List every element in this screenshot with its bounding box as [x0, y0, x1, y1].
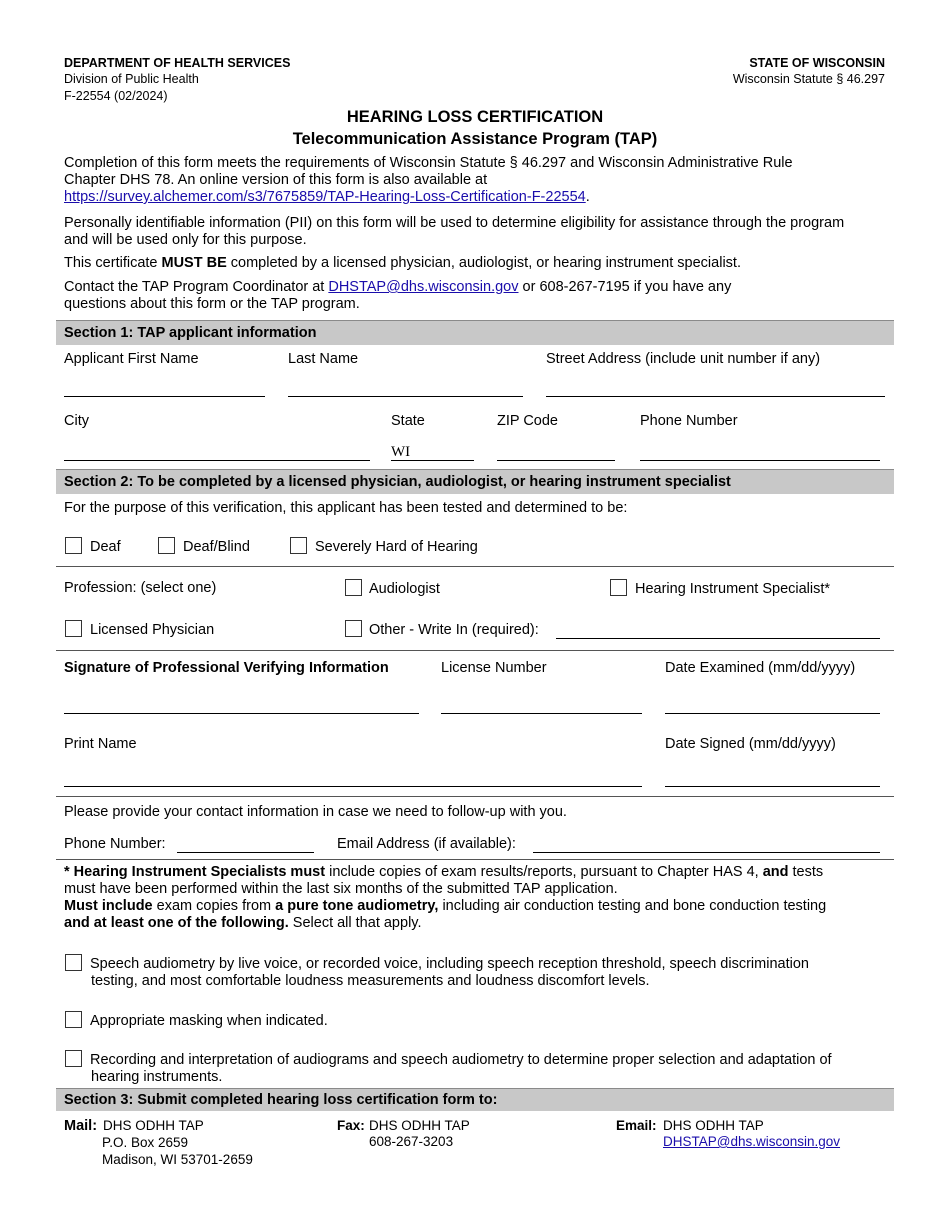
- physician-label: Licensed Physician: [90, 622, 215, 638]
- first-name-field[interactable]: [64, 396, 265, 397]
- statute-ref: Wisconsin Statute § 46.297: [732, 72, 885, 86]
- deafblind-label: Deaf/Blind: [183, 539, 250, 555]
- audiogram-label: Recording and interpretation of audiograms and speech audiometry to determine proper selection and adaptation of hearing instruments.: [90, 1052, 832, 1085]
- phone-label: Phone Number: [640, 413, 738, 429]
- his-label: Hearing Instrument Specialist*: [635, 581, 831, 597]
- contact-phone-label: Phone Number:: [64, 836, 166, 852]
- date-examined-label: Date Examined (mm/dd/yyyy): [665, 660, 856, 676]
- masking-checkbox[interactable]: [65, 1011, 82, 1028]
- department-name: DEPARTMENT OF HEALTH SERVICES: [64, 56, 291, 70]
- section-2-header: Section 2: To be completed by a licensed physician, audiologist, or hearing instrument specialist: [56, 469, 894, 494]
- divider: [56, 566, 894, 567]
- zip-label: ZIP Code: [497, 413, 558, 429]
- mail-line-1: DHS ODHH TAP: [103, 1118, 204, 1133]
- division-name: Division of Public Health: [64, 72, 199, 86]
- purpose-text: For the purpose of this verification, this applicant has been tested and determined to be:: [64, 500, 628, 516]
- section-3-header: Section 3: Submit completed hearing loss certification form to:: [56, 1088, 894, 1111]
- deafblind-checkbox[interactable]: [158, 537, 175, 554]
- mail-line-2: P.O. Box 2659: [102, 1135, 189, 1150]
- online-form-link[interactable]: https://survey.alchemer.com/s3/7675859/TAP-Hearing-Loss-Certification-F-22554: [64, 189, 586, 205]
- phone-field[interactable]: [640, 460, 880, 461]
- date-signed-field[interactable]: [665, 786, 880, 787]
- form-subtitle: Telecommunication Assistance Program (TAP): [292, 130, 658, 148]
- date-signed-label: Date Signed (mm/dd/yyyy): [665, 736, 836, 752]
- masking-label: Appropriate masking when indicated.: [90, 1013, 328, 1029]
- license-field[interactable]: [441, 713, 642, 714]
- zip-field[interactable]: [497, 460, 615, 461]
- speech-audiometry-label: Speech audiometry by live voice, or recorded voice, including speech reception threshold, speech discrimination testing, and most comfortable loudness measurements and loudness discomfort levels.: [90, 956, 809, 989]
- divider: [56, 859, 894, 860]
- intro-paragraph-4: Contact the TAP Program Coordinator at DHSTAP@dhs.wisconsin.gov or 608-267-7195 if you have any questions about this form or the TAP program.: [64, 279, 732, 312]
- print-name-label: Print Name: [64, 736, 137, 752]
- email-label: Email:: [616, 1118, 657, 1133]
- contact-prompt: Please provide your contact information in case we need to follow-up with you.: [64, 804, 567, 820]
- email-line-1: DHS ODHH TAP: [663, 1118, 764, 1133]
- other-label: Other - Write In (required):: [369, 622, 539, 638]
- city-label: City: [64, 413, 89, 429]
- speech-audiometry-checkbox[interactable]: [65, 954, 82, 971]
- contact-email-field[interactable]: [533, 852, 880, 853]
- other-checkbox[interactable]: [345, 620, 362, 637]
- contact-email-label: Email Address (if available):: [337, 836, 516, 852]
- section-1-header: Section 1: TAP applicant information: [56, 320, 894, 345]
- city-field[interactable]: [64, 460, 370, 461]
- deaf-checkbox[interactable]: [65, 537, 82, 554]
- contact-phone-field[interactable]: [177, 852, 314, 853]
- print-name-field[interactable]: [64, 786, 642, 787]
- fax-label: Fax:: [337, 1118, 365, 1133]
- submit-email-link[interactable]: DHSTAP@dhs.wisconsin.gov: [663, 1134, 841, 1149]
- street-label: Street Address (include unit number if any): [546, 351, 821, 367]
- signature-field[interactable]: [64, 713, 419, 714]
- form-title: HEARING LOSS CERTIFICATION: [346, 108, 604, 126]
- mail-line-3: Madison, WI 53701-2659: [102, 1152, 253, 1167]
- intro-paragraph-2: Personally identifiable information (PII) on this form will be used to determine eligibility for assistance through the program and will be used only for this purpose.: [64, 215, 845, 248]
- audiologist-checkbox[interactable]: [345, 579, 362, 596]
- coordinator-email-link[interactable]: DHSTAP@dhs.wisconsin.gov: [328, 279, 519, 295]
- signature-label: Signature of Professional Verifying Information: [64, 660, 389, 676]
- intro-paragraph-1: Completion of this form meets the requirements of Wisconsin Statute § 46.297 and Wisconsin Administrative Rule Chapter DHS 78. An online version of this form is also available at https://survey.alchemer.com/s3/7675859/TAP-Hearing-Loss-Certification-F-22554.: [64, 155, 793, 205]
- his-checkbox[interactable]: [610, 579, 627, 596]
- divider: [56, 650, 894, 651]
- state-name: STATE OF WISCONSIN: [749, 56, 885, 70]
- audiogram-checkbox[interactable]: [65, 1050, 82, 1067]
- last-name-label: Last Name: [288, 351, 359, 367]
- street-field[interactable]: [546, 396, 885, 397]
- deaf-label: Deaf: [90, 539, 121, 555]
- severely-hoh-label: Severely Hard of Hearing: [315, 539, 478, 555]
- mail-label: Mail:: [64, 1118, 98, 1134]
- state-label: State: [391, 413, 425, 429]
- license-label: License Number: [441, 660, 547, 676]
- his-requirements-text: * Hearing Instrument Specialists must include copies of exam results/reports, pursuant to Chapter HAS 4, and tests must have been performed within the last six months of the submitted TAP application. Must include exam copies from a pure tone audiometry, including air conduction testing and bone conduction testing and at least one of the following. Select all that apply.: [64, 864, 827, 931]
- state-value: WI: [391, 444, 411, 460]
- divider: [56, 796, 894, 797]
- audiologist-label: Audiologist: [369, 581, 440, 597]
- fax-line-1: DHS ODHH TAP: [369, 1118, 470, 1133]
- first-name-label: Applicant First Name: [64, 351, 199, 367]
- severely-hoh-checkbox[interactable]: [290, 537, 307, 554]
- other-write-in-field[interactable]: [556, 638, 880, 639]
- date-examined-field[interactable]: [665, 713, 880, 714]
- form-number: F-22554 (02/2024): [64, 89, 168, 103]
- physician-checkbox[interactable]: [65, 620, 82, 637]
- state-field[interactable]: [391, 460, 474, 461]
- intro-paragraph-3: This certificate MUST BE completed by a licensed physician, audiologist, or hearing instrument specialist.: [64, 255, 741, 271]
- fax-number: 608-267-3203: [369, 1134, 454, 1149]
- profession-label: Profession: (select one): [64, 580, 217, 596]
- last-name-field[interactable]: [288, 396, 523, 397]
